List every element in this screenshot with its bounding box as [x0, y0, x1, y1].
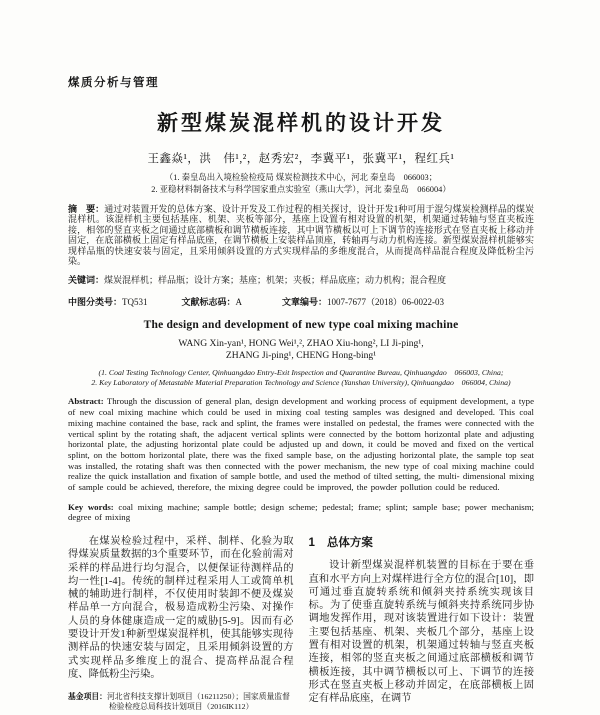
article-title-cn: 新型煤炭混样机的设计开发: [157, 112, 445, 135]
keywords-en: [68, 502, 534, 523]
keywords-en-label: Key words:: [68, 501, 114, 512]
article-id: [282, 297, 444, 307]
affiliation-en-2: 2. Key Laboratory of Metastable Material Preparation Technology and Science (Yanshan University), Qinhuangdao 066004, China): [91, 378, 511, 388]
keywords-cn: [68, 275, 534, 285]
doc-code-value: A: [235, 296, 243, 307]
document-code: [182, 297, 243, 307]
article-id-label: 文章编号：: [282, 296, 328, 307]
article-meta-line: [68, 295, 534, 308]
keywords-cn-text: 煤炭混样机；样品瓶；设计方案；基座；机架；夹板；样品底座；动力机构；混合程度: [104, 275, 447, 286]
abstract-en-text: Through the discussion of general plan, design development and working process of equipment development, a type of new coal mixing machine which could be used in mixing coal testing samples was designed and developed. This coal mixing machine contained the base, rack and splint, the frames were installed on pedestal, the frames were connected with the vertical splint by the rotating shaft, the adjacent vertical splints were connected by the bottom horizontal plate and adjusting horizontal plate, the adjusting horizontal plate could be adjusted up and down, it could be moved and fixed on the vertical splint, on the bottom horizontal plate, there was the fixed sample base, on the adjusting horizontal plate, the sample top seat was installed, the rotating shaft was then connected with the power mechanism, the new type of coal mixing machine could realize the quick installation and fixation of sample bottle, and used the method of tilted setting, the multi- dimensional mixing of sample could be achieved, therefore, the mixing degree could be improved, the powder pollution could be reduced.: [68, 396, 534, 493]
abstract-cn: [68, 204, 534, 266]
clc-number: [68, 297, 148, 307]
intro-paragraph: 在煤炭检验过程中，采样、制样、化验为取得煤炭质量数据的3个重要环节，而在化验前需对采样的样品进行均匀混合，以便保证待测样品的均一性[1-4]。传统的制样过程采用人工或简单机械的辅助进行制样，不仅使用时装卸不便及煤炭样品单一方向混合，极易造成粉尘污染、对操作人员的身体健康造成一定的威胁[5-9]。因而有必要设计开发1种新型煤炭混样机，使其能够实现待测样品的快速安装与固定，且采用倾斜设置的方式实现样品多维度上的混合、提高样品混合程度、降低粉尘污染。: [68, 535, 294, 680]
keywords-en-text: coal mixing machine; sample bottle; design scheme; pedestal; frame; splint; sample base; power mechanism; degree of mixing: [68, 501, 534, 523]
two-column-body: [68, 535, 534, 715]
abstract-cn-text: 通过对装置开发的总体方案、设计开发及工作过程的相关探讨，设计开发1种可用于混匀煤炭检测样品的煤炭混样机。该混样机主要包括基座、机架、夹板等部分，基座上设置有相对设置的机架，机架通过转轴与竖直夹板连接，相邻的竖直夹板之间通过底部横板和调节横板连接，其中调节横板以可上下调节的连接形式在竖直夹板上移动并固定，在底部横板上固定有样品底座，在调节横板上安装样品顶座，转轴再与动力机构连接。新型煤炭混样机能够实现样品瓶的快速安装与固定，且采用倾斜设置的方式实现样品的多维度混合，从而提高样品混合程度及降低粉尘污染。: [68, 204, 534, 267]
section-1-title: 总体方案: [326, 536, 373, 549]
article-title-en: The design and development of new type coal mixing machine: [143, 318, 459, 331]
clc-value: TQ531: [122, 296, 148, 307]
right-column: [309, 535, 535, 715]
affiliation-en-1: (1. Coal Testing Technology Center, Qinhuangdao Entry-Exit Inspection and Quarantine Bureau, Qinhuangdao 066003, China;: [98, 367, 504, 377]
section-1-paragraph: 设计新型煤炭混样机装置的目标在于要在垂直和水平方向上对煤样进行全方位的混合[10]，即可通过垂直旋转系统和倾斜夹持系统实现该目标。为了使垂直旋转系统与倾斜夹持系统同步协调地发挥作用，现对该装置进行如下设计：装置主要包括基座、机架、夹板几个部分，基座上设置有相对设置的机架，机架通过转轴与竖直夹板连接，相邻的竖直夹板之间通过底部横板和调节横板连接，其中调节横板以可上、下调节的连接形式在竖直夹板上移动并固定，在底部横板上固定有样品底座，在调节: [308, 560, 534, 705]
article-id-value: 1007-7677（2018）06-0022-03: [327, 296, 445, 307]
authors-en-line-2: ZHANG Ji-ping¹, CHENG Hong-bing¹: [225, 350, 377, 362]
section-1-number: 1: [308, 536, 315, 549]
funding-text: 河北省科技支撑计划项目（16211250）；国家质量监督检验检疫总局科技计划项目（2016IK112）: [106, 691, 290, 712]
abstract-en-label: Abstract:: [68, 396, 104, 407]
funding-label: 基金项目：: [68, 691, 107, 701]
journal-section-tag: 煤质分析与管理: [68, 77, 159, 89]
funding-footnote: [68, 692, 294, 715]
abstract-en: [68, 396, 534, 492]
authors-en-line-1: WANG Xin-yan¹, HONG Wei¹,², ZHAO Xiu-hong², LI Ji-ping¹,: [178, 337, 424, 349]
authors-en: [68, 338, 534, 363]
left-column: [68, 535, 294, 715]
doc-code-label: 文献标志码：: [181, 296, 236, 307]
abstract-cn-label: 摘 要：: [68, 204, 105, 214]
authors-cn: 王鑫焱¹，洪 伟¹,²，赵秀宏²，李冀平¹，张冀平¹，程红兵¹: [147, 153, 455, 165]
affiliation-cn-1: （1. 秦皇岛出入境检验检疫局 煤炭检测技术中心，河北 秦皇岛 066003；: [164, 173, 438, 182]
keywords-cn-label: 关键词：: [68, 275, 105, 286]
section-1-heading: [309, 537, 535, 550]
affiliation-cn-2: 2. 亚稳材料制备技术与科学国家重点实验室（燕山大学），河北 秦皇岛 066004）: [151, 184, 451, 194]
clc-label: 中图分类号：: [68, 296, 123, 307]
